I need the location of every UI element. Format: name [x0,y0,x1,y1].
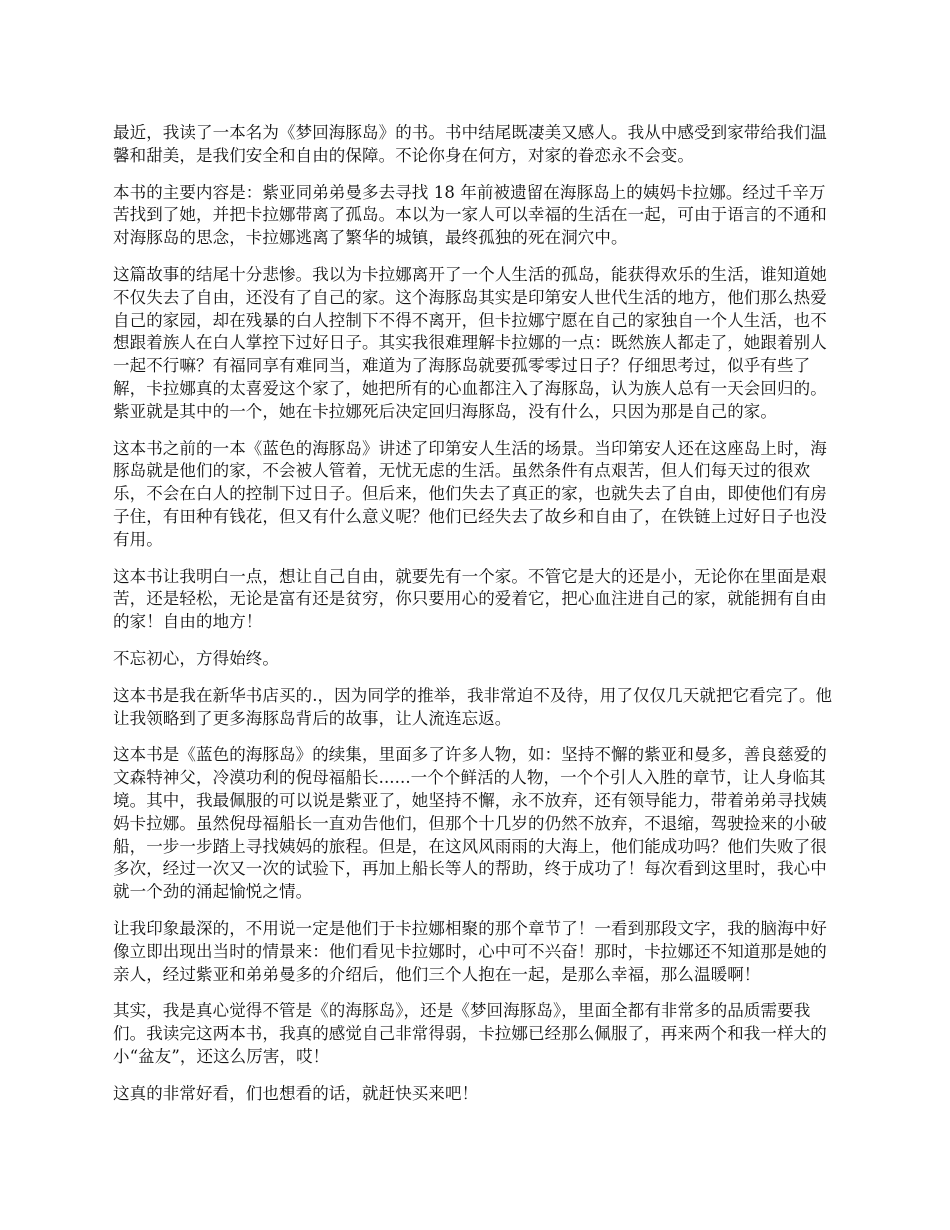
paragraph: 这本书之前的一本《蓝色的海豚岛》讲述了印第安人生活的场景。当印第安人还在这座岛上时，海豚岛就是他们的家，不会被人管着，无忧无虑的生活。虽然条件有点艰苦，但人们每天过的很欢乐，不会在白人的控制下过日子。但后来，他们失去了真正的家，也就失去了自由，即使他们有房子住，有田种有钱花，但又有什么意义呢？他们已经失去了故乡和自由了，在铁链上过好日子也没有用。 [113,438,827,549]
paragraph: 这本书让我明白一点，想让自己自由，就要先有一个家。不管它是大的还是小，无论你在里面是艰苦，还是轻松，无论是富有还是贫穷，你只要用心的爱着它，把心血注进自己的家，就能拥有自由的家！自由的地方！ [113,566,827,632]
paragraph: 这篇故事的结尾十分悲惨。我以为卡拉娜离开了一个人生活的孤岛，能获得欢乐的生活，谁知道她不仅失去了自由，还没有了自己的家。这个海豚岛其实是印第安人世代生活的地方，他们那么热爱自己的家园，却在残暴的白人控制下不得不离开，但卡拉娜宁愿在自己的家独自一个人生活，也不想跟着族人在白人掌控下过好日子。其实我很难理解卡拉娜的一点：既然族人都走了，她跟着别人一起不行嘛？有福同享有难同当，难道为了海豚岛就要孤零零过日子？仔细思考过，似乎有些了解，卡拉娜真的太喜爱这个家了，她把所有的心血都注入了海豚岛，认为族人总有一天会回归的。紫亚就是其中的一个，她在卡拉娜死后决定回归海豚岛，没有什么，只因为那是自己的家。 [113,264,827,421]
paragraph: 这本书是我在新华书店买的.，因为同学的推举，我非常迫不及待，用了仅仅几天就把它看完了。他让我领略到了更多海豚岛背后的故事，让人流连忘返。 [113,685,833,728]
paragraph: 不忘初心，方得始终。 [113,648,279,668]
paragraph: 最近，我读了一本名为《梦回海豚岛》的书。书中结尾既凄美又感人。我从中感受到家带给我们温馨和甜美，是我们安全和自由的保障。不论你身在何方，对家的眷恋永不会变。 [113,123,827,165]
paragraph: 这本书是《蓝色的海豚岛》的续集，里面多了许多人物，如：坚持不懈的紫亚和曼多，善良慈爱的文森特神父，冷漠功利的倪母福船长......一个个鲜活的人物，一个个引人入胜的章节，让人身临其境。其中，我最佩服的可以说是紫亚了，她坚持不懈，永不放弃，还有领导能力，带着弟弟寻找姨妈卡拉娜。虽然倪母福船长一直劝告他们，但那个十几岁的仍然不放弃，不退缩，驾驶捡来的小破船，一步一步踏上寻找姨妈的旅程。但是，在这风风雨雨的大海上，他们能成功吗？他们失败了很多次，经过一次又一次的试验下，再加上船长等人的帮助，终于成功了！每次看到这里时，我心中就一个劲的涌起愉悦之情。 [113,745,827,902]
paragraph: 让我印象最深的，不用说一定是他们于卡拉娜相聚的那个章节了！一看到那段文字，我的脑海中好像立即出现出当时的情景来：他们看见卡拉娜时，心中可不兴奋！那时，卡拉娜还不知道那是她的亲人，经过紫亚和弟弟曼多的介绍后，他们三个人抱在一起，是那么幸福，那么温暖啊！ [113,918,827,984]
paragraph: 其实，我是真心觉得不管是《的海豚岛》，还是《梦回海豚岛》，里面全都有非常多的品质需要我们。我读完这两本书，我真的感觉自己非常得弱，卡拉娜已经那么佩服了，再来两个和我一样大的小“盆友”，还这么厉害，哎！ [113,1001,827,1066]
paragraph: 这真的非常好看，们也想看的话，就赶快买来吧！ [113,1083,479,1103]
paragraph: 本书的主要内容是：紫亚同弟弟曼多去寻找 18 年前被遗留在海豚岛上的姨妈卡拉娜。经过千辛万苦找到了她，并把卡拉娜带离了孤岛。本以为一家人可以幸福的生活在一起，可由于语言的不通和对海豚岛的思念，卡拉娜逃离了繁华的城镇，最终孤独的死在洞穴中。 [113,182,827,248]
document-body [113,122,841,1119]
